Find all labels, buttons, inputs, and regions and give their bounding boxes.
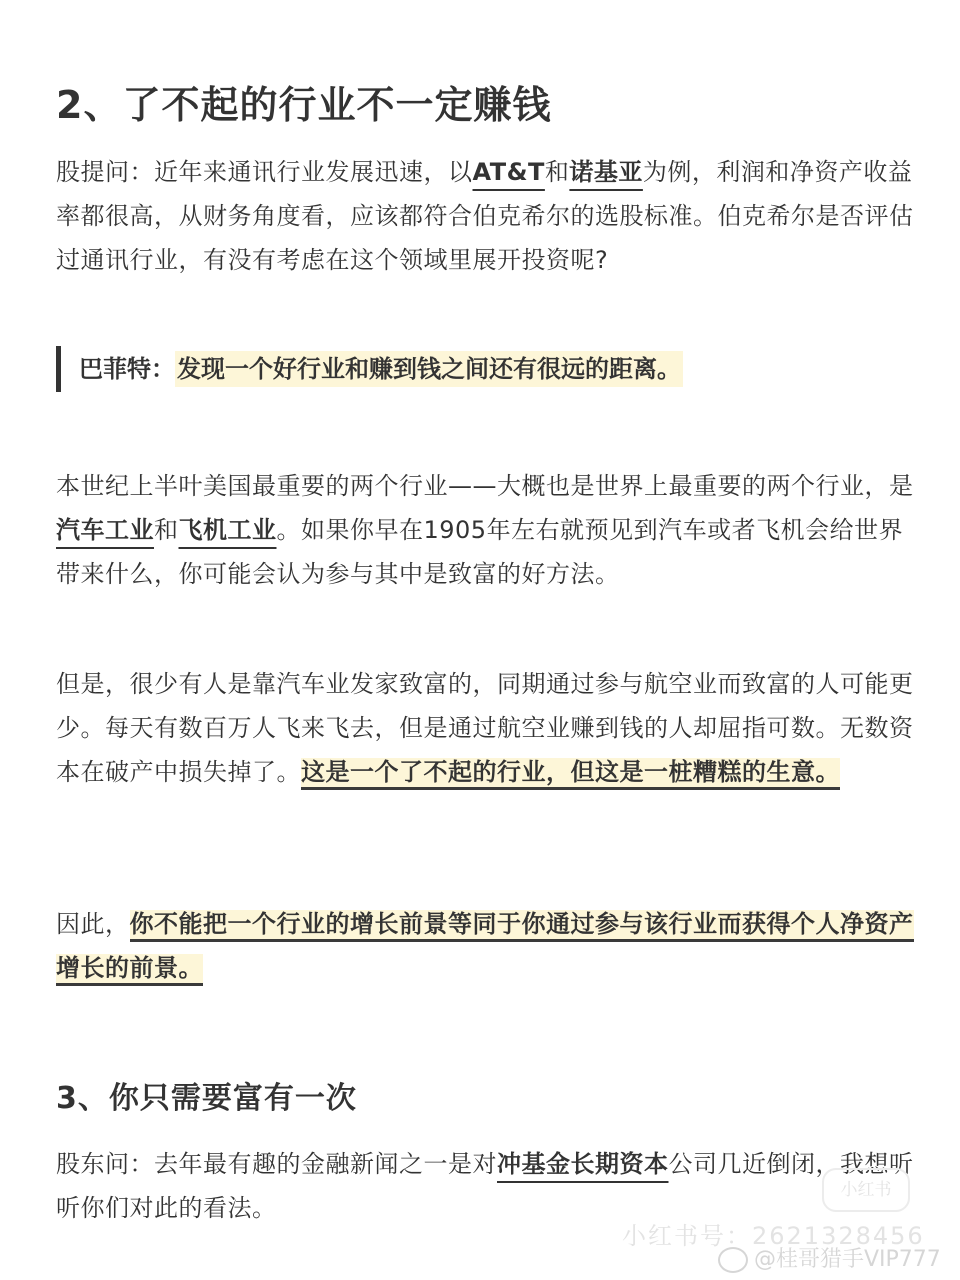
paragraph-aviation: 但是，很少有人是靠汽车业发家致富的，同期通过参与航空业而致富的人可能更少。每天有数百万人飞来飞去，但是通过航空业赚到钱的人却屈指可数。无数资本在破产中损失掉了。这是一个了不起的行业，但这是一桩糟糕的生意。 [56, 662, 916, 794]
buffett-quote [56, 346, 683, 392]
xiaohongshu-logo-watermark: 小红书 [822, 1168, 910, 1212]
paragraph-industries: 本世纪上半叶美国最重要的两个行业——大概也是世界上最重要的两个行业，是汽车工业和飞机工业。如果你早在1905年左右就预见到汽车或者飞机会给世界带来什么，你可能会认为参与其中是致富的好方法。 [56, 472, 914, 588]
quote-highlight: 发现一个好行业和赚到钱之间还有很远的距离。 [175, 351, 683, 387]
term-auto-industry: 汽车工业 [56, 516, 154, 544]
section-2-question: 股提问：近年来通讯行业发展迅速，以AT&T和诺基亚为例，利润和净资产收益率都很高，从财务角度看，应该都符合伯克希尔的选股标准。伯克希尔是否评估过通讯行业，有没有考虑在这个领域里展开投资呢? [56, 158, 914, 274]
section-3-heading: 3、你只需要富有一次 [56, 1081, 357, 1116]
term-nokia: 诺基亚 [569, 158, 643, 186]
term-att: AT&T [472, 158, 545, 186]
account-id-watermark: 小红书号：2621328456 [622, 1222, 925, 1250]
term-ltcm: 冲基金长期资本 [497, 1150, 669, 1178]
section-3-question: 股东问：去年最有趣的金融新闻之一是对冲基金长期资本公司几近倒闭，我想听听你们对此的看法。 [56, 1150, 914, 1222]
weibo-watermark: @桂哥猎手VIP777 [718, 1242, 941, 1273]
highlight-growth-prospect: 你不能把一个行业的增长前景等同于你通过参与该行业而获得个人净资产增长的前景。 [56, 910, 914, 986]
paragraph-conclusion: 因此，你不能把一个行业的增长前景等同于你通过参与该行业而获得个人净资产增长的前景。 [56, 902, 916, 990]
weibo-icon [718, 1247, 748, 1273]
section-2-heading: 2、了不起的行业不一定赚钱 [56, 83, 552, 127]
quote-speaker: 巴菲特： [79, 355, 175, 383]
highlight-bad-business: 这是一个了不起的行业，但这是一桩糟糕的生意。 [301, 758, 840, 790]
term-aircraft-industry: 飞机工业 [178, 516, 277, 544]
